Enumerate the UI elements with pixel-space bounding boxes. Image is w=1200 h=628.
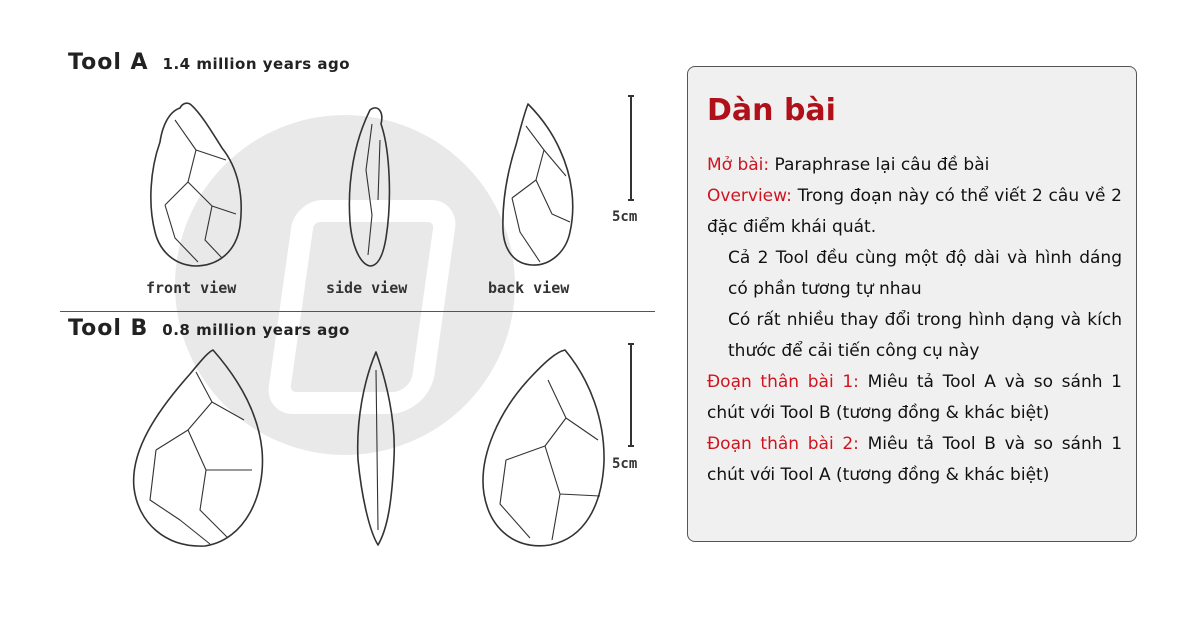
tool-a-age: 1.4 million years ago	[162, 55, 351, 73]
intro-text: Paraphrase lại câu đề bài	[774, 155, 990, 175]
body2-text: Miêu tả Tool B và so sánh 1 chút với Tool A (tương đồng & khác biệt)	[707, 434, 1123, 485]
tool-a-front-view-label: front view	[146, 279, 237, 297]
body1-key: Đoạn thân bài 1:	[707, 372, 859, 392]
overview-point-1: Cả 2 Tool đều cùng một độ dài và hình dáng có phần tương tự nhau	[728, 248, 1122, 299]
body-paragraph-2-line	[707, 429, 1122, 491]
tool-b-back-drawing	[483, 350, 604, 546]
tool-a-scale-bar	[628, 96, 634, 200]
overview-point-2: Có rất nhiều thay đổi trong hình dạng và kích thước để cải tiến công cụ này	[728, 310, 1122, 361]
body-paragraph-1-line	[707, 367, 1122, 429]
tool-a-name: Tool A	[68, 50, 149, 75]
overview-key: Overview:	[707, 186, 792, 206]
outline-title: Dàn bài	[707, 93, 836, 128]
tool-a-front-drawing	[151, 103, 241, 266]
tool-b-front-drawing	[134, 350, 263, 546]
tool-b-scale-label: 5cm	[612, 456, 638, 472]
overview-text: Trong đoạn này có thể viết 2 câu về 2 đặc điểm khái quát.	[707, 186, 1122, 237]
tool-b-age: 0.8 million years ago	[162, 321, 350, 339]
intro-key: Mở bài:	[707, 155, 770, 175]
tool-b-name: Tool B	[68, 316, 149, 341]
tool-a-side-view-label: side view	[326, 279, 408, 297]
intro-line	[707, 150, 1122, 181]
body1-text: Miêu tả Tool A và so sánh 1 chút với Tool B (tương đồng & khác biệt)	[707, 372, 1122, 423]
tool-a-back-view-label: back view	[488, 279, 570, 297]
outline-panel	[687, 66, 1137, 542]
tool-b-scale-bar	[628, 344, 634, 446]
tool-a-scale-label: 5cm	[612, 209, 638, 225]
overview-line	[707, 181, 1122, 243]
body2-key: Đoạn thân bài 2:	[707, 434, 859, 454]
